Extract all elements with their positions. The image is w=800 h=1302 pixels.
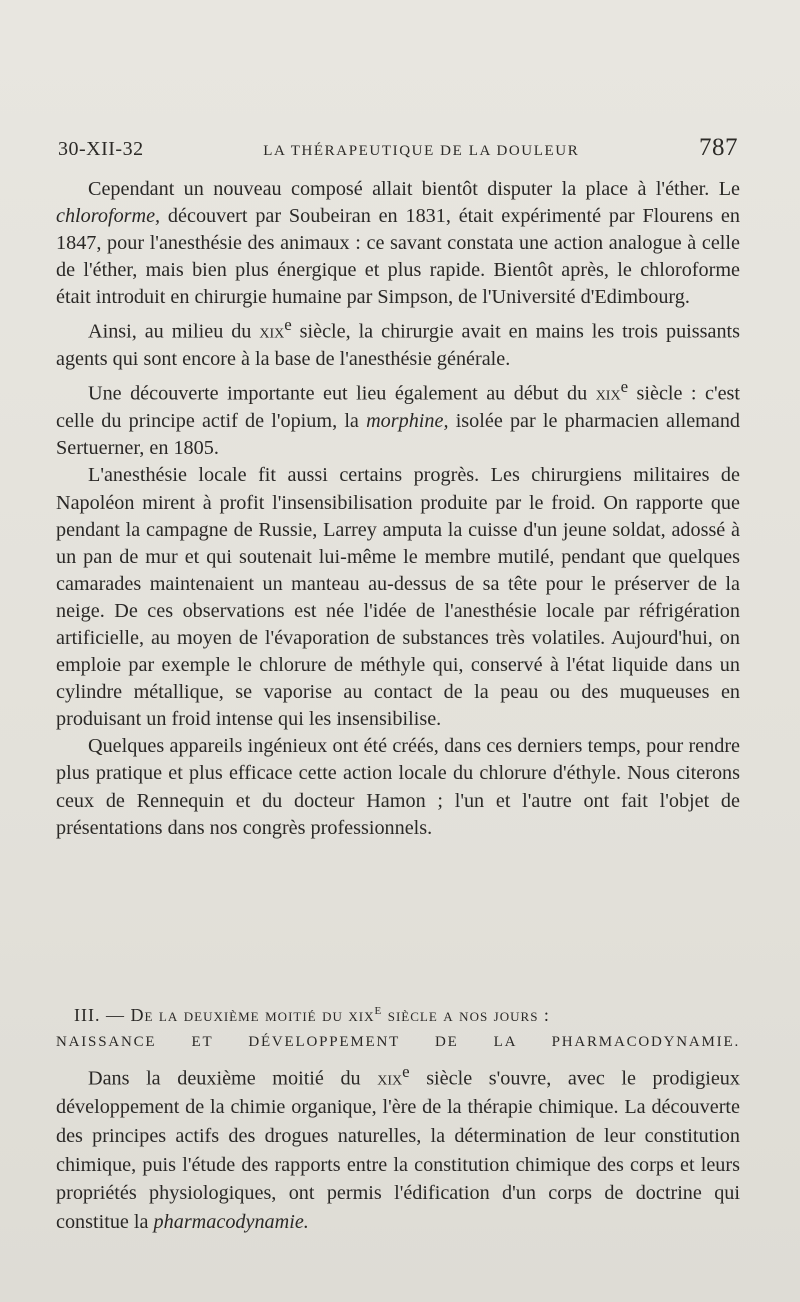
century-numeral: xix [348, 1005, 375, 1025]
paragraph-anesthesie-locale [56, 462, 740, 733]
page-number: 787 [698, 134, 738, 161]
superscript: e [284, 315, 292, 335]
century-numeral: xix [259, 321, 285, 344]
paragraph-xix-siecle [56, 311, 740, 373]
superscript: e [402, 1062, 410, 1081]
section-heading-text: siècle a nos jours : [382, 1005, 550, 1025]
text-run: Cependant un nouveau composé allait bientôt disputer la place à l'éther. Le [88, 178, 740, 200]
section-subheading: NAISSANCE ET DÉVELOPPEMENT DE LA PHARMACODYNAMIE. [56, 1034, 740, 1050]
italic-term: pharmacodynamie. [153, 1210, 309, 1233]
italic-term: morphine, [366, 410, 449, 433]
text-run: Dans la deuxième moitié du [88, 1067, 378, 1090]
superscript: e [620, 377, 629, 397]
paragraph-appareils [56, 733, 740, 841]
paragraph-chloroforme [56, 176, 740, 311]
section-heading-text: III. — De la deuxième moitié du [74, 1005, 349, 1025]
century-numeral: xix [377, 1067, 403, 1090]
century-numeral: xix [595, 383, 621, 406]
body-text-section-3 [56, 1058, 740, 1236]
header-title: LA THÉRAPEUTIQUE DE LA DOULEUR [263, 143, 580, 159]
header-date: 30-XII-32 [58, 138, 144, 160]
paragraph-pharmacodynamie [56, 1058, 740, 1236]
section-heading [56, 997, 740, 1056]
text-run: Quelques appareils ingénieux ont été créés, dans ces derniers temps, pour rendre plus pratique et plus efficace cette action locale du chlorure d'éthyle. Nous citerons ceux de Rennequin et du docteur Hamon ; l'un et l'autre ont fait l'objet de présentations dans nos congrès professionnels. [56, 735, 740, 839]
text-run: siècle s'ouvre, avec le prodigieux développement de la chimie organique, l'ère de la thérapie chimique. La découverte des principes actifs des drogues naturelles, la détermination de leur constitution chimique, puis l'étude des rapports entre la constitution chimique des corps et leurs propriétés physiologiques, ont permis l'édification d'un corps de doctrine qui constitue la [56, 1067, 740, 1233]
running-header [58, 134, 738, 162]
text-run: Ainsi, au milieu du [88, 321, 260, 344]
text-run: Une découverte importante eut lieu également au début du [88, 383, 596, 406]
body-text [56, 176, 740, 842]
superscript: e [374, 1002, 383, 1018]
italic-term: chloroforme, [56, 205, 161, 228]
text-run: siècle : c'est celle du principe actif de l'opium, la [56, 383, 741, 433]
text-run: siècle, la chirurgie avait en mains les trois puissants agents qui sont encore à la base de l'anesthésie générale. [56, 321, 740, 371]
text-run: isolée par le pharmacien allemand Sertuerner, en 1805. [56, 410, 741, 460]
text-run: découvert par Soubeiran en 1831, était expérimenté par Flourens en 1847, pour l'anesthésie des animaux : ce savant constata une action analogue à celle de l'éther, mais bien plus énergique et plus rapide. Bientôt après, le chloroforme était introduit en chirurgie humaine par Simpson, de l'Université d'Edimbourg. [56, 205, 740, 309]
text-run: L'anesthésie locale fit aussi certains progrès. Les chirurgiens militaires de Napoléon mirent à profit l'insensibilisation produite par le froid. On rapporte que pendant la campagne de Russie, Larrey amputa la cuisse d'un jeune soldat, adossé à un pan de mur et qui soutenait lui-même le membre mutilé, pendant que quelques camarades maintenaient un manteau au-dessus de sa tête pour le préserver de la neige. De ces observations est née l'idée de l'anesthésie locale par réfrigération artificielle, au moyen de l'évaporation de substances très volatiles. Aujourd'hui, on emploie par exemple le chlorure de méthyle qui, conservé à l'état liquide dans un cylindre métallique, se vaporise au contact de la peau ou des muqueuses en produisant un froid intense qui les insensibilise. [56, 464, 740, 731]
paragraph-morphine [56, 373, 740, 462]
